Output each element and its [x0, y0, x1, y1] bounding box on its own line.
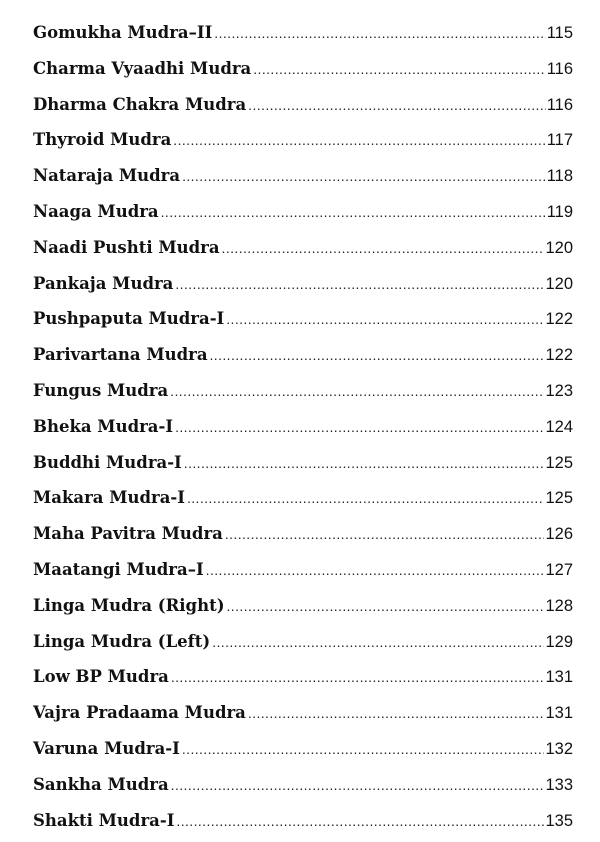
dot-leader: [206, 553, 545, 589]
toc-entry: [33, 51, 573, 87]
entry-title: Charma Vyaadhi Mudra: [33, 58, 252, 78]
page-number: 127: [545, 560, 573, 579]
page-number: 116: [546, 59, 573, 78]
toc-entry: [33, 87, 573, 123]
toc-entry: [33, 301, 573, 337]
page-number: 131: [545, 668, 573, 687]
toc-entry: [33, 158, 573, 194]
toc-entry: [33, 624, 573, 660]
toc-entry: [33, 731, 573, 767]
toc-entry: [33, 122, 573, 158]
entry-title: Fungus Mudra: [33, 380, 169, 400]
dot-leader: [253, 52, 545, 88]
dot-leader: [226, 302, 544, 338]
page-number: 120: [545, 274, 573, 293]
entry-title: Dharma Chakra Mudra: [33, 94, 247, 114]
page-number: 115: [546, 24, 573, 42]
page-number: 131: [545, 704, 573, 723]
table-of-contents: [33, 15, 573, 838]
dot-leader: [175, 267, 544, 303]
dot-leader: [175, 410, 544, 446]
page-number: 125: [545, 453, 573, 472]
dot-leader: [248, 696, 545, 732]
entry-title: Parivartana Mudra: [33, 345, 208, 365]
entry-title: Sankha Mudra: [33, 774, 169, 794]
entry-title: Maha Pavitra Mudra: [33, 524, 223, 544]
dot-leader: [170, 374, 544, 410]
dot-leader: [248, 88, 546, 124]
entry-title: Gomukha Mudra–II: [33, 23, 213, 42]
page-number: 129: [545, 632, 573, 651]
dot-leader: [176, 804, 544, 840]
dot-leader: [212, 625, 544, 661]
page-number: 123: [545, 381, 573, 400]
page-number: 119: [546, 202, 573, 221]
entry-title: Thyroid Mudra: [33, 130, 172, 150]
entry-title: Pushpaputa Mudra-I: [33, 309, 225, 329]
page-number: 133: [545, 775, 573, 794]
dot-leader: [171, 660, 545, 696]
toc-entry: [33, 695, 573, 731]
dot-leader: [227, 589, 545, 625]
dot-leader: [187, 481, 545, 517]
toc-entry: [33, 266, 573, 302]
toc-entry: [33, 373, 573, 409]
dot-leader: [214, 16, 545, 52]
dot-leader: [182, 159, 546, 195]
entry-title: Vajra Pradaama Mudra: [33, 703, 246, 723]
page-number: 120: [545, 238, 573, 257]
entry-title: Bheka Mudra-I: [33, 416, 174, 436]
page-number: 132: [545, 739, 573, 758]
dot-leader: [225, 517, 545, 553]
page-number: 135: [545, 811, 573, 830]
toc-entry: [33, 15, 573, 51]
page-number: 118: [546, 167, 573, 186]
toc-entry: [33, 588, 573, 624]
dot-leader: [171, 768, 545, 804]
entry-title: Nataraja Mudra: [33, 166, 181, 186]
page-number: 128: [545, 596, 573, 615]
entry-title: Maatangi Mudra–I: [33, 559, 204, 579]
toc-entry: [33, 194, 573, 230]
dot-leader: [161, 195, 546, 231]
toc-entry: [33, 767, 573, 803]
toc-entry: [33, 552, 573, 588]
page-number: 122: [545, 310, 573, 329]
entry-title: Low BP Mudra: [33, 667, 169, 687]
toc-entry: [33, 445, 573, 481]
toc-entry: [33, 516, 573, 552]
entry-title: Makara Mudra-I: [33, 488, 185, 508]
toc-entry: [33, 659, 573, 695]
entry-title: Pankaja Mudra: [33, 273, 174, 293]
toc-entry: [33, 480, 573, 516]
dot-leader: [222, 231, 545, 267]
toc-entry: [33, 230, 573, 266]
dot-leader: [182, 732, 545, 768]
page-number: 126: [545, 525, 573, 544]
page-number: 117: [546, 131, 573, 150]
dot-leader: [184, 446, 545, 482]
toc-entry: [33, 409, 573, 445]
dot-leader: [210, 338, 545, 374]
entry-title: Naadi Pushti Mudra: [33, 237, 220, 257]
page-number: 124: [545, 417, 573, 436]
page-number: 125: [545, 489, 573, 508]
toc-entry: [33, 803, 573, 839]
page-number: 116: [546, 95, 573, 114]
entry-title: Linga Mudra (Right): [33, 595, 225, 615]
dot-leader: [173, 123, 545, 159]
entry-title: Shakti Mudra-I: [33, 810, 175, 830]
toc-entry: [33, 337, 573, 373]
entry-title: Varuna Mudra-I: [33, 738, 180, 758]
entry-title: Buddhi Mudra-I: [33, 452, 182, 472]
entry-title: Naaga Mudra: [33, 201, 159, 221]
entry-title: Linga Mudra (Left): [33, 631, 211, 651]
page-number: 122: [545, 346, 573, 365]
